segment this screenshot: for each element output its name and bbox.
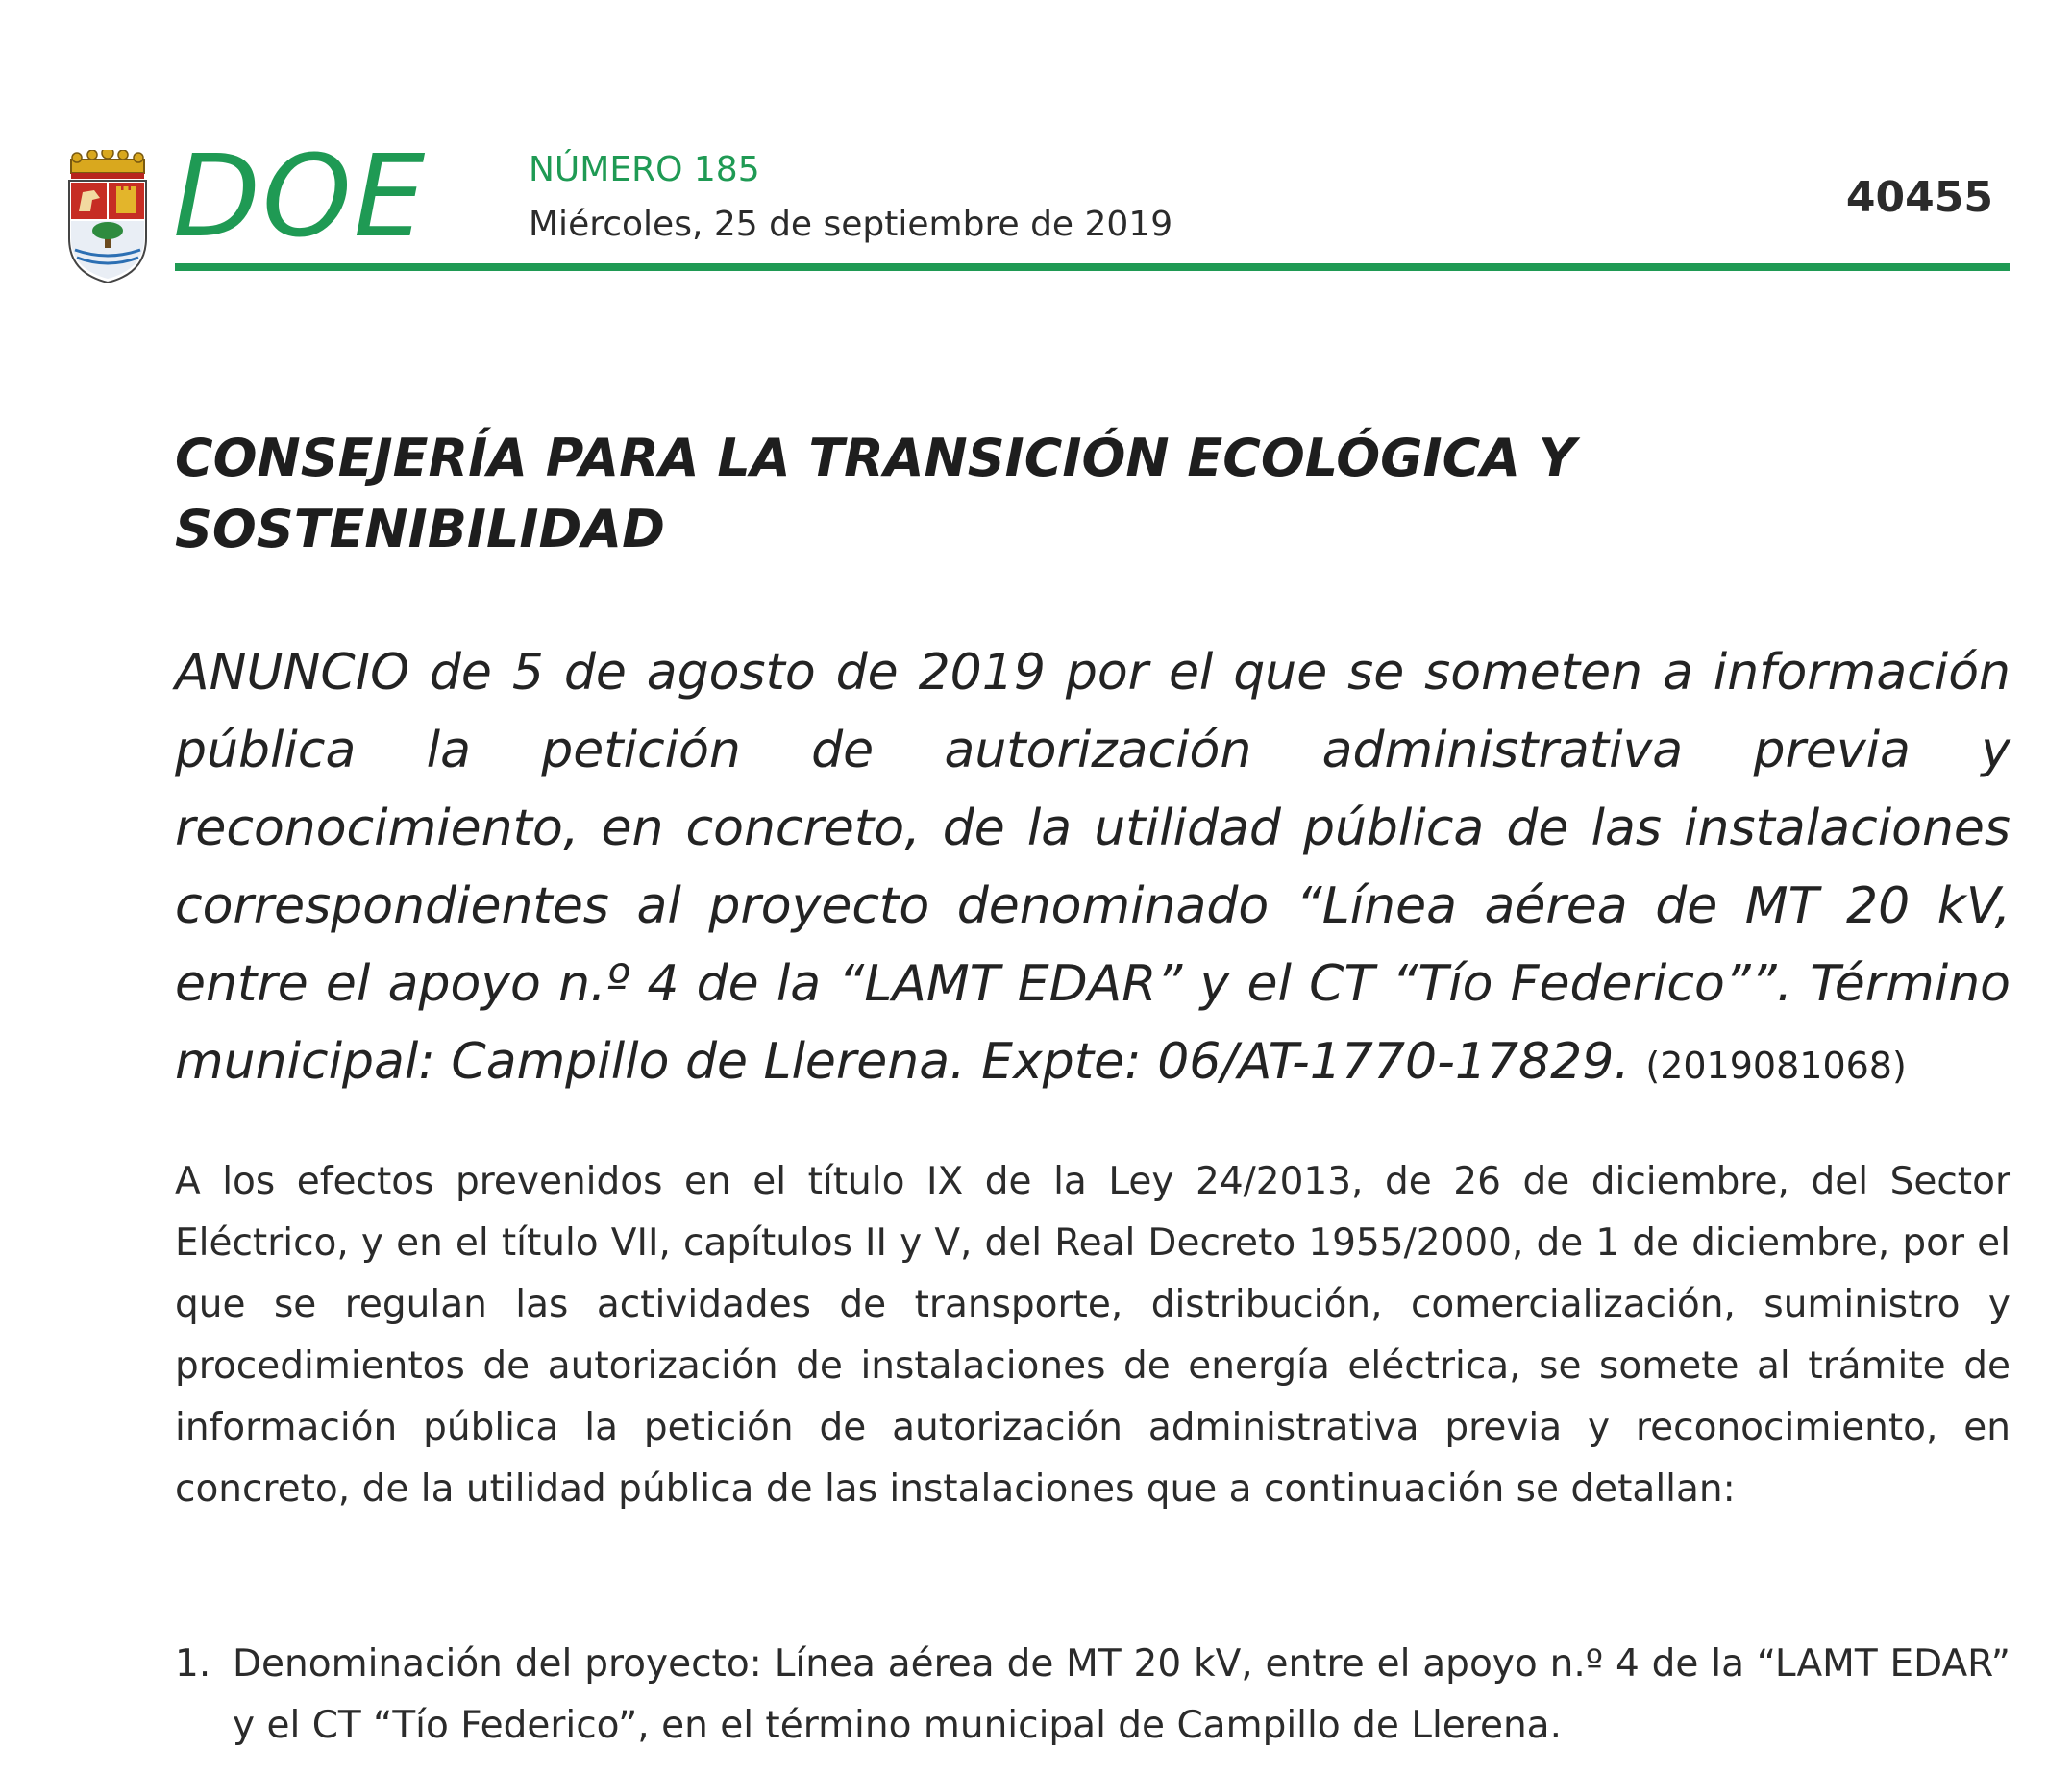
announcement-code: (2019081068) xyxy=(1645,1045,1907,1087)
list-item-number: 1. xyxy=(175,1642,211,1686)
section-title: CONSEJERÍA PARA LA TRANSICIÓN ECOLÓGICA Y SOSTENIBILIDAD xyxy=(175,428,1576,559)
coat-of-arms-icon xyxy=(62,150,154,284)
body-paragraph: A los efectos prevenidos en el título IX de la Ley 24/2013, de 26 de diciembre, del Sector Eléctrico, y en el título VII, capítulos II y V, del Real Decreto 1955/2000, de 1 de diciembre, por el que se regulan las actividades de transporte, distribución, comercialización, suministro y procedimientos de autorización de instalaciones de energía eléctrica, se somete al trámite de información pública la petición de autorización administrativa previa y reconocimiento, en concreto, de la utilidad pública de las instalaciones que a continuación se detallan: xyxy=(175,1160,2010,1511)
doe-logo: DOE xyxy=(173,130,428,262)
page-number: 40455 xyxy=(1845,173,1993,222)
issue-date: Miércoles, 25 de septiembre de 2019 xyxy=(529,205,1173,244)
list-item-text: Denominación del proyecto: Línea aérea de MT 20 kV, entre el apoyo n.º 4 de la “LAMT EDAR” y el CT “Tío Federico”, en el término municipal de Campillo de Llerena. xyxy=(233,1642,2010,1747)
issue-number: NÚMERO 185 xyxy=(529,150,760,189)
announcement-title xyxy=(175,634,2010,1105)
header-divider xyxy=(175,263,2010,271)
announcement-text: ANUNCIO de 5 de agosto de 2019 por el que se someten a información pública la petición de autorización administrativa previa y reconocimiento, en concreto, de la utilidad pública de las instalaciones correspondientes al proyecto denominado “Línea aérea de MT 20 kV, entre el apoyo n.º 4 de la “LAMT EDAR” y el CT “Tío Federico””. Término municipal: Campillo de Llerena. Expte: 06/AT-1770-17829. xyxy=(175,644,2010,1091)
list-item xyxy=(175,1634,2010,1757)
